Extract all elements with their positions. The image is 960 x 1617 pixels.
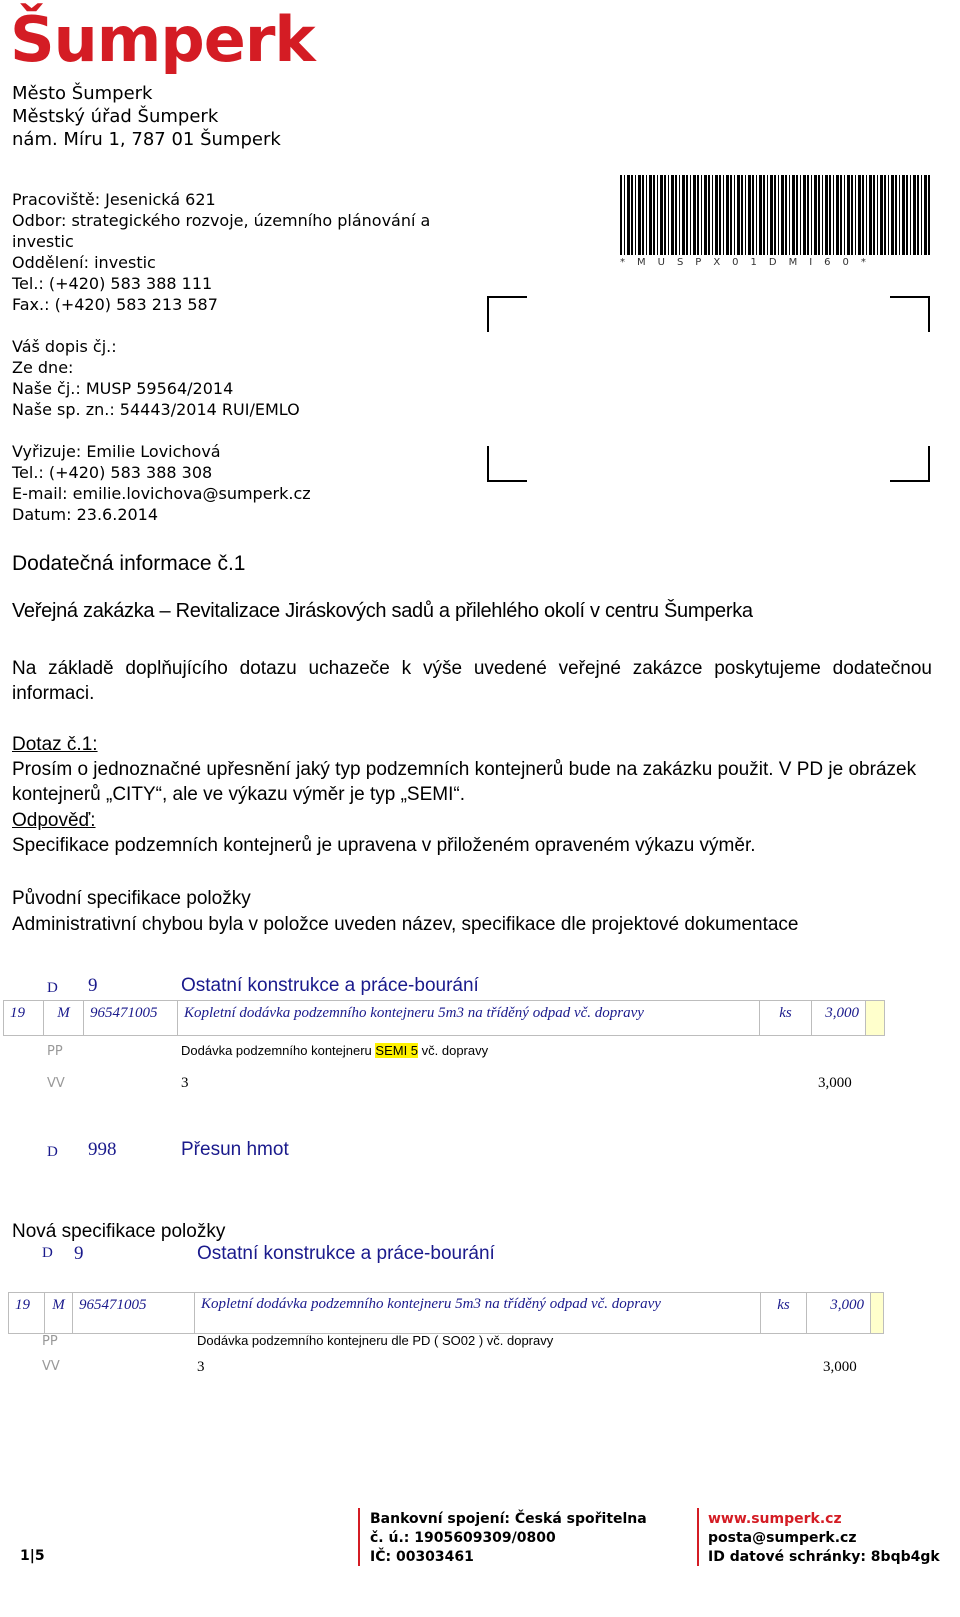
original-spec-heading: Původní specifikace položky (12, 888, 251, 909)
department: Odbor: strategického rozvoje, územního plánování a (12, 211, 431, 230)
barcode-text: *MUSPX01DMI60* (620, 257, 878, 268)
contact-phone: Tel.: (+420) 583 388 308 (12, 463, 213, 482)
sender-header (12, 82, 281, 151)
new-vv-num: 3 (197, 1359, 205, 1375)
office-phone: Tel.: (+420) 583 388 111 (12, 274, 213, 293)
barcode (620, 175, 932, 268)
orig-row-code: 965471005 (84, 1001, 178, 1035)
office-fax: Fax.: (+420) 583 213 587 (12, 295, 218, 314)
footer-web-link[interactable]: www.sumperk.cz (708, 1511, 842, 1527)
new-row-price-cell (871, 1293, 883, 1333)
office-address: nám. Míru 1, 787 01 Šumperk (12, 129, 281, 150)
orig-row-desc: Kopletní dodávka podzemního kontejneru 5m3 na tříděný odpad vč. dopravy (178, 1001, 760, 1035)
question-label: Dotaz č.1: (12, 734, 98, 755)
orig-d2-title: Přesun hmot (181, 1139, 289, 1160)
your-letter-date: Ze dne: (12, 358, 74, 377)
footer-bank: Bankovní spojení: Česká spořitelna (370, 1511, 647, 1527)
new-vv-label: VV (42, 1359, 60, 1374)
footer-contact-info (708, 1510, 940, 1567)
orig-d-code: D (47, 980, 58, 996)
new-pp-label: PP (42, 1334, 58, 1349)
answer-text: Specifikace podzemních kontejnerů je upravena v přiloženém opraveném výkazu výměr. (12, 835, 756, 856)
city-name: Město Šumperk (12, 83, 153, 104)
city-logo: Šumperk (10, 3, 315, 76)
orig-item-row (3, 1000, 885, 1036)
original-spec-note: Administrativní chybou byla v položce uveden název, specifikace dle projektové dokumentace (12, 914, 799, 935)
orig-vv-value: 3,000 (818, 1075, 852, 1091)
orig-pp-pre: Dodávka podzemního kontejneru (181, 1043, 376, 1058)
page-number: 1|5 (20, 1548, 45, 1564)
your-letter-ref: Váš dopis čj.: (12, 337, 117, 356)
our-file-ref: Naše sp. zn.: 54443/2014 RUI/EMLO (12, 400, 300, 419)
footer-ico: IČ: 00303461 (370, 1549, 474, 1565)
address-window-corner-bl (487, 446, 527, 482)
department-cont: investic (12, 232, 74, 251)
orig-row-qty: 3,000 (812, 1001, 866, 1035)
orig-row-num: 19 (4, 1001, 44, 1035)
question-text: Prosím o jednoznačné upřesnění jaký typ podzemních kontejnerů bude na zakázku použit. V PD je obrázek kontejnerů „CITY“, ale ve výkazu výměr je typ „SEMI“. (12, 759, 917, 805)
orig-pp-highlight: SEMI 5 (375, 1043, 419, 1058)
intro-paragraph: Na základě doplňujícího dotazu uchazeče k výše uvedené veřejné zakázce poskytujeme dodatečnou informaci. (12, 658, 932, 704)
new-spec-heading: Nová specifikace položky (12, 1221, 226, 1242)
footer-divider-left (358, 1508, 360, 1566)
orig-pp-post: vč. dopravy (418, 1043, 489, 1058)
handled-by: Vyřizuje: Emilie Lovichová (12, 442, 221, 461)
tender-subtitle: Veřejná zakázka – Revitalizace Jiráskových sadů a přilehlého okolí v centru Šumperka (12, 600, 753, 622)
orig-d2-code: D (47, 1144, 58, 1160)
orig-d2-num: 998 (88, 1139, 117, 1160)
orig-row-type: M (44, 1001, 84, 1035)
barcode-bars (620, 175, 932, 255)
new-row-unit: ks (761, 1293, 807, 1333)
orig-d-title: Ostatní konstrukce a práce-bourání (181, 975, 479, 996)
address-window-corner-tl (487, 296, 527, 332)
new-item-row (8, 1292, 884, 1334)
address-window-corner-tr (890, 296, 930, 332)
orig-row-unit: ks (760, 1001, 812, 1035)
orig-pp-label: PP (47, 1044, 63, 1059)
answer-label: Odpověď: (12, 810, 96, 831)
footer-bank-info (370, 1510, 647, 1567)
orig-vv-num: 3 (181, 1075, 189, 1091)
office-name: Městský úřad Šumperk (12, 106, 219, 127)
new-row-desc: Kopletní dodávka podzemního kontejneru 5m3 na tříděný odpad vč. dopravy (195, 1293, 761, 1333)
orig-row-price-cell (866, 1001, 884, 1035)
new-row-qty: 3,000 (807, 1293, 871, 1333)
footer-divider-right (697, 1508, 699, 1566)
document-date: Datum: 23.6.2014 (12, 505, 159, 524)
workplace: Pracoviště: Jesenická 621 (12, 190, 216, 209)
new-pp-text: Dodávka podzemního kontejneru dle PD ( SO02 ) vč. dopravy (197, 1333, 554, 1348)
footer-account: č. ú.: 1905609309/0800 (370, 1530, 556, 1546)
new-row-type: M (45, 1293, 73, 1333)
contact-email: E-mail: emilie.lovichova@sumperk.cz (12, 484, 311, 503)
office-details (12, 189, 430, 315)
contact-details (12, 441, 311, 525)
new-row-num: 19 (9, 1293, 45, 1333)
footer-email-link[interactable]: posta@sumperk.cz (708, 1530, 857, 1546)
document-title: Dodatečná informace č.1 (12, 552, 246, 575)
orig-vv-label: VV (47, 1076, 65, 1091)
new-d-title: Ostatní konstrukce a práce-bourání (197, 1243, 495, 1264)
orig-d-num: 9 (88, 975, 98, 996)
address-window-corner-br (890, 446, 930, 482)
footer-data-box-id: ID datové schránky: 8bqb4gk (708, 1549, 940, 1565)
new-row-code: 965471005 (73, 1293, 195, 1333)
orig-pp-text (181, 1043, 488, 1058)
new-vv-value: 3,000 (823, 1359, 857, 1375)
division: Oddělení: investic (12, 253, 156, 272)
our-ref: Naše čj.: MUSP 59564/2014 (12, 379, 234, 398)
reference-details (12, 336, 300, 420)
new-d-code: D (42, 1245, 53, 1261)
new-d-num: 9 (74, 1243, 84, 1264)
